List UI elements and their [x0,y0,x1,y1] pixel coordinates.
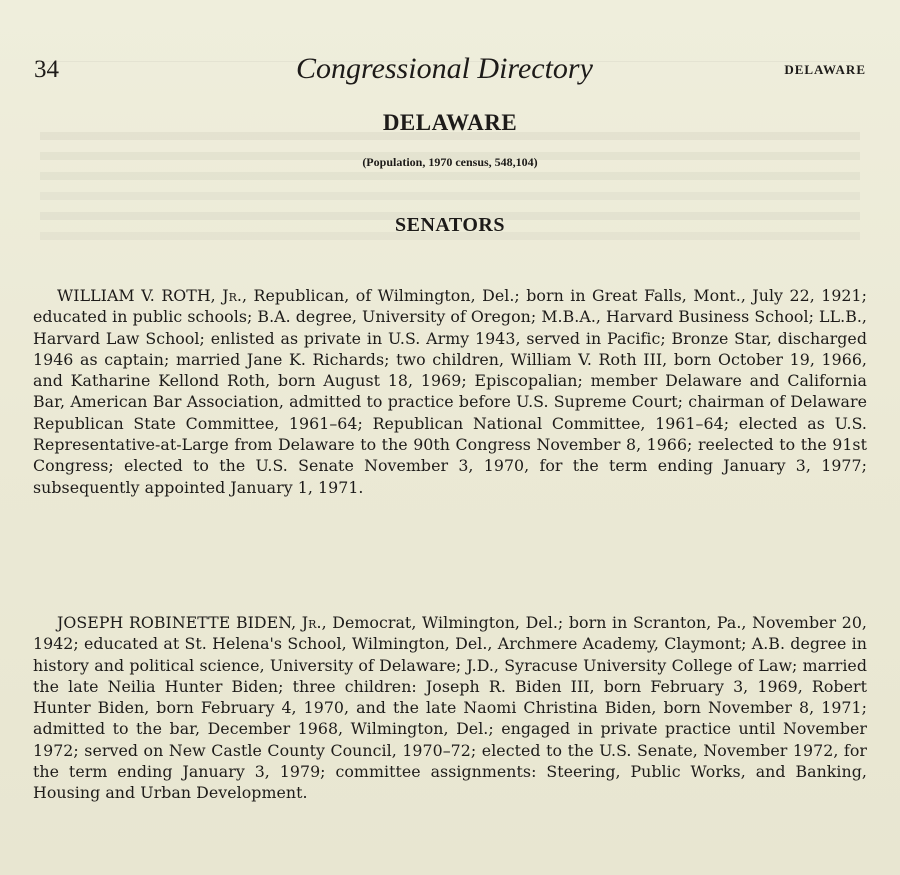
state-title: DELAWARE [382,110,518,135]
page-header [34,52,866,88]
running-title: Congressional Directory [296,52,593,85]
name-suffix: Jr. [301,613,322,632]
page-number: 34 [34,56,59,83]
population-note: (Population, 1970 census, 548,104) [362,155,538,169]
senator-biography [33,612,867,804]
biography-text: , Democrat, Wilmington, Del.; born in Scranton, Pa., November 20, 1942; educated at St. Helena's School, Wilmington, Del., Archmere Academy, Claymont; A.B. degree in history and political science, University of Delaware; J.D., Syracuse University College of Law; married the late Neilia Hunter Biden; three children: Joseph R. Biden III, born February 3, 1969, Robert Hunter Biden, born February 4, 1970, and the late Naomi Christina Biden, born November 8, 1971; admitted to the bar, December 1968, Wilmington, Del.; engaged in private practice until November 1972; served on New Castle County Council, 1970–72; elected to the U.S. Senate, November 1972, for the term ending January 3, 1979; committee assignments: Steering, Public Works, and Banking, Housing and Urban Development. [33,613,868,803]
name-suffix: Jr. [222,286,243,305]
running-state-label: DELAWARE [784,62,866,77]
section-title: SENATORS [395,214,505,236]
senator-biography [33,285,867,498]
senator-name: JOSEPH ROBINETTE BIDEN, [57,613,297,632]
senator-name: WILLIAM V. ROTH, [57,286,216,305]
biography-text: , Republican, of Wilmington, Del.; born in Great Falls, Mont., July 22, 1921; educated in public schools; B.A. degree, University of Oregon; M.B.A., Harvard Business School; LL.B., Harvard Law School; enlisted as private in U.S. Army 1943, served in Pacific; Bronze Star, discharged 1946 as captain; married Jane K. Richards; two children, William V. Roth III, born October 19, 1966, and Katharine Kellond Roth, born August 18, 1969; Episcopalian; member Delaware and California Bar, American Bar Association, admitted to practice before U.S. Supreme Court; chairman of Delaware Republican State Committee, 1961–64; Republican National Committee, 1961–64; elected as U.S. Representative-at-Large from Delaware to the 90th Congress November 8, 1966; reelected to the 91st Congress; elected to the U.S. Senate November 3, 1970, for the term ending January 3, 1977; subsequently appointed January 1, 1971. [33,286,868,497]
